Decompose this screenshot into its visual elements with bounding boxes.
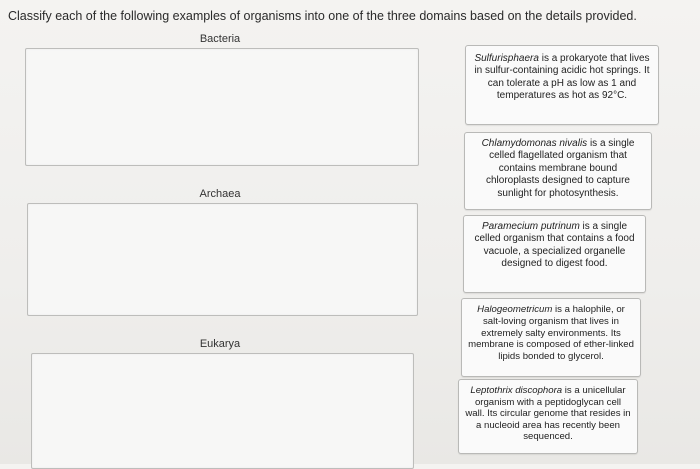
card-paramecium-putrinum[interactable] <box>463 215 646 293</box>
card-description: is a halophile, or salt-loving organism that lives in extremely salty environments. Its membrane is composed of ether-linked lipids bonded to glycerol. <box>468 304 634 363</box>
domain-label-eukarya: Eukarya <box>199 338 241 350</box>
card-organism-name: Leptothrix discophora <box>470 385 563 396</box>
card-organism-name: Paramecium putrinum <box>481 221 580 232</box>
drop-zone-bacteria[interactable] <box>25 48 419 166</box>
drop-zone-eukarya[interactable] <box>31 353 414 469</box>
card-organism-name: Chlamydomonas nivalis <box>481 138 588 149</box>
card-description: is a single celled flagellated organism that contains membrane bound chloroplasts designed to capture sunlight for photosynthesis. <box>486 138 635 199</box>
card-organism-name: Halogeometricum <box>477 304 553 315</box>
domain-label-bacteria: Bacteria <box>199 33 241 45</box>
drop-zone-archaea[interactable] <box>27 203 418 316</box>
card-description: is a prokaryote that lives in sulfur-containing acidic hot springs. It can tolerate a pH as low as 1 and temperatures as hot as 92°C. <box>474 53 650 102</box>
card-description: is a unicellular organism with a peptidoglycan cell wall. Its circular genome that resides in a nucleoid area has recently been sequenced. <box>465 385 631 443</box>
card-chlamydomonas-nivalis[interactable] <box>464 132 652 210</box>
card-leptothrix-discophora[interactable] <box>458 379 638 454</box>
domain-label-archaea: Archaea <box>199 188 241 200</box>
card-organism-name: Sulfurisphaera <box>474 53 539 64</box>
question-instructions: Classify each of the following examples of organisms into one of the three domains based on the details provided. <box>8 9 637 23</box>
card-halogeometricum[interactable] <box>461 298 641 377</box>
card-sulfurisphaera[interactable] <box>465 45 659 125</box>
card-description: is a single celled organism that contains a food vacuole, a specialized organelle designed to digest food. <box>474 221 635 270</box>
